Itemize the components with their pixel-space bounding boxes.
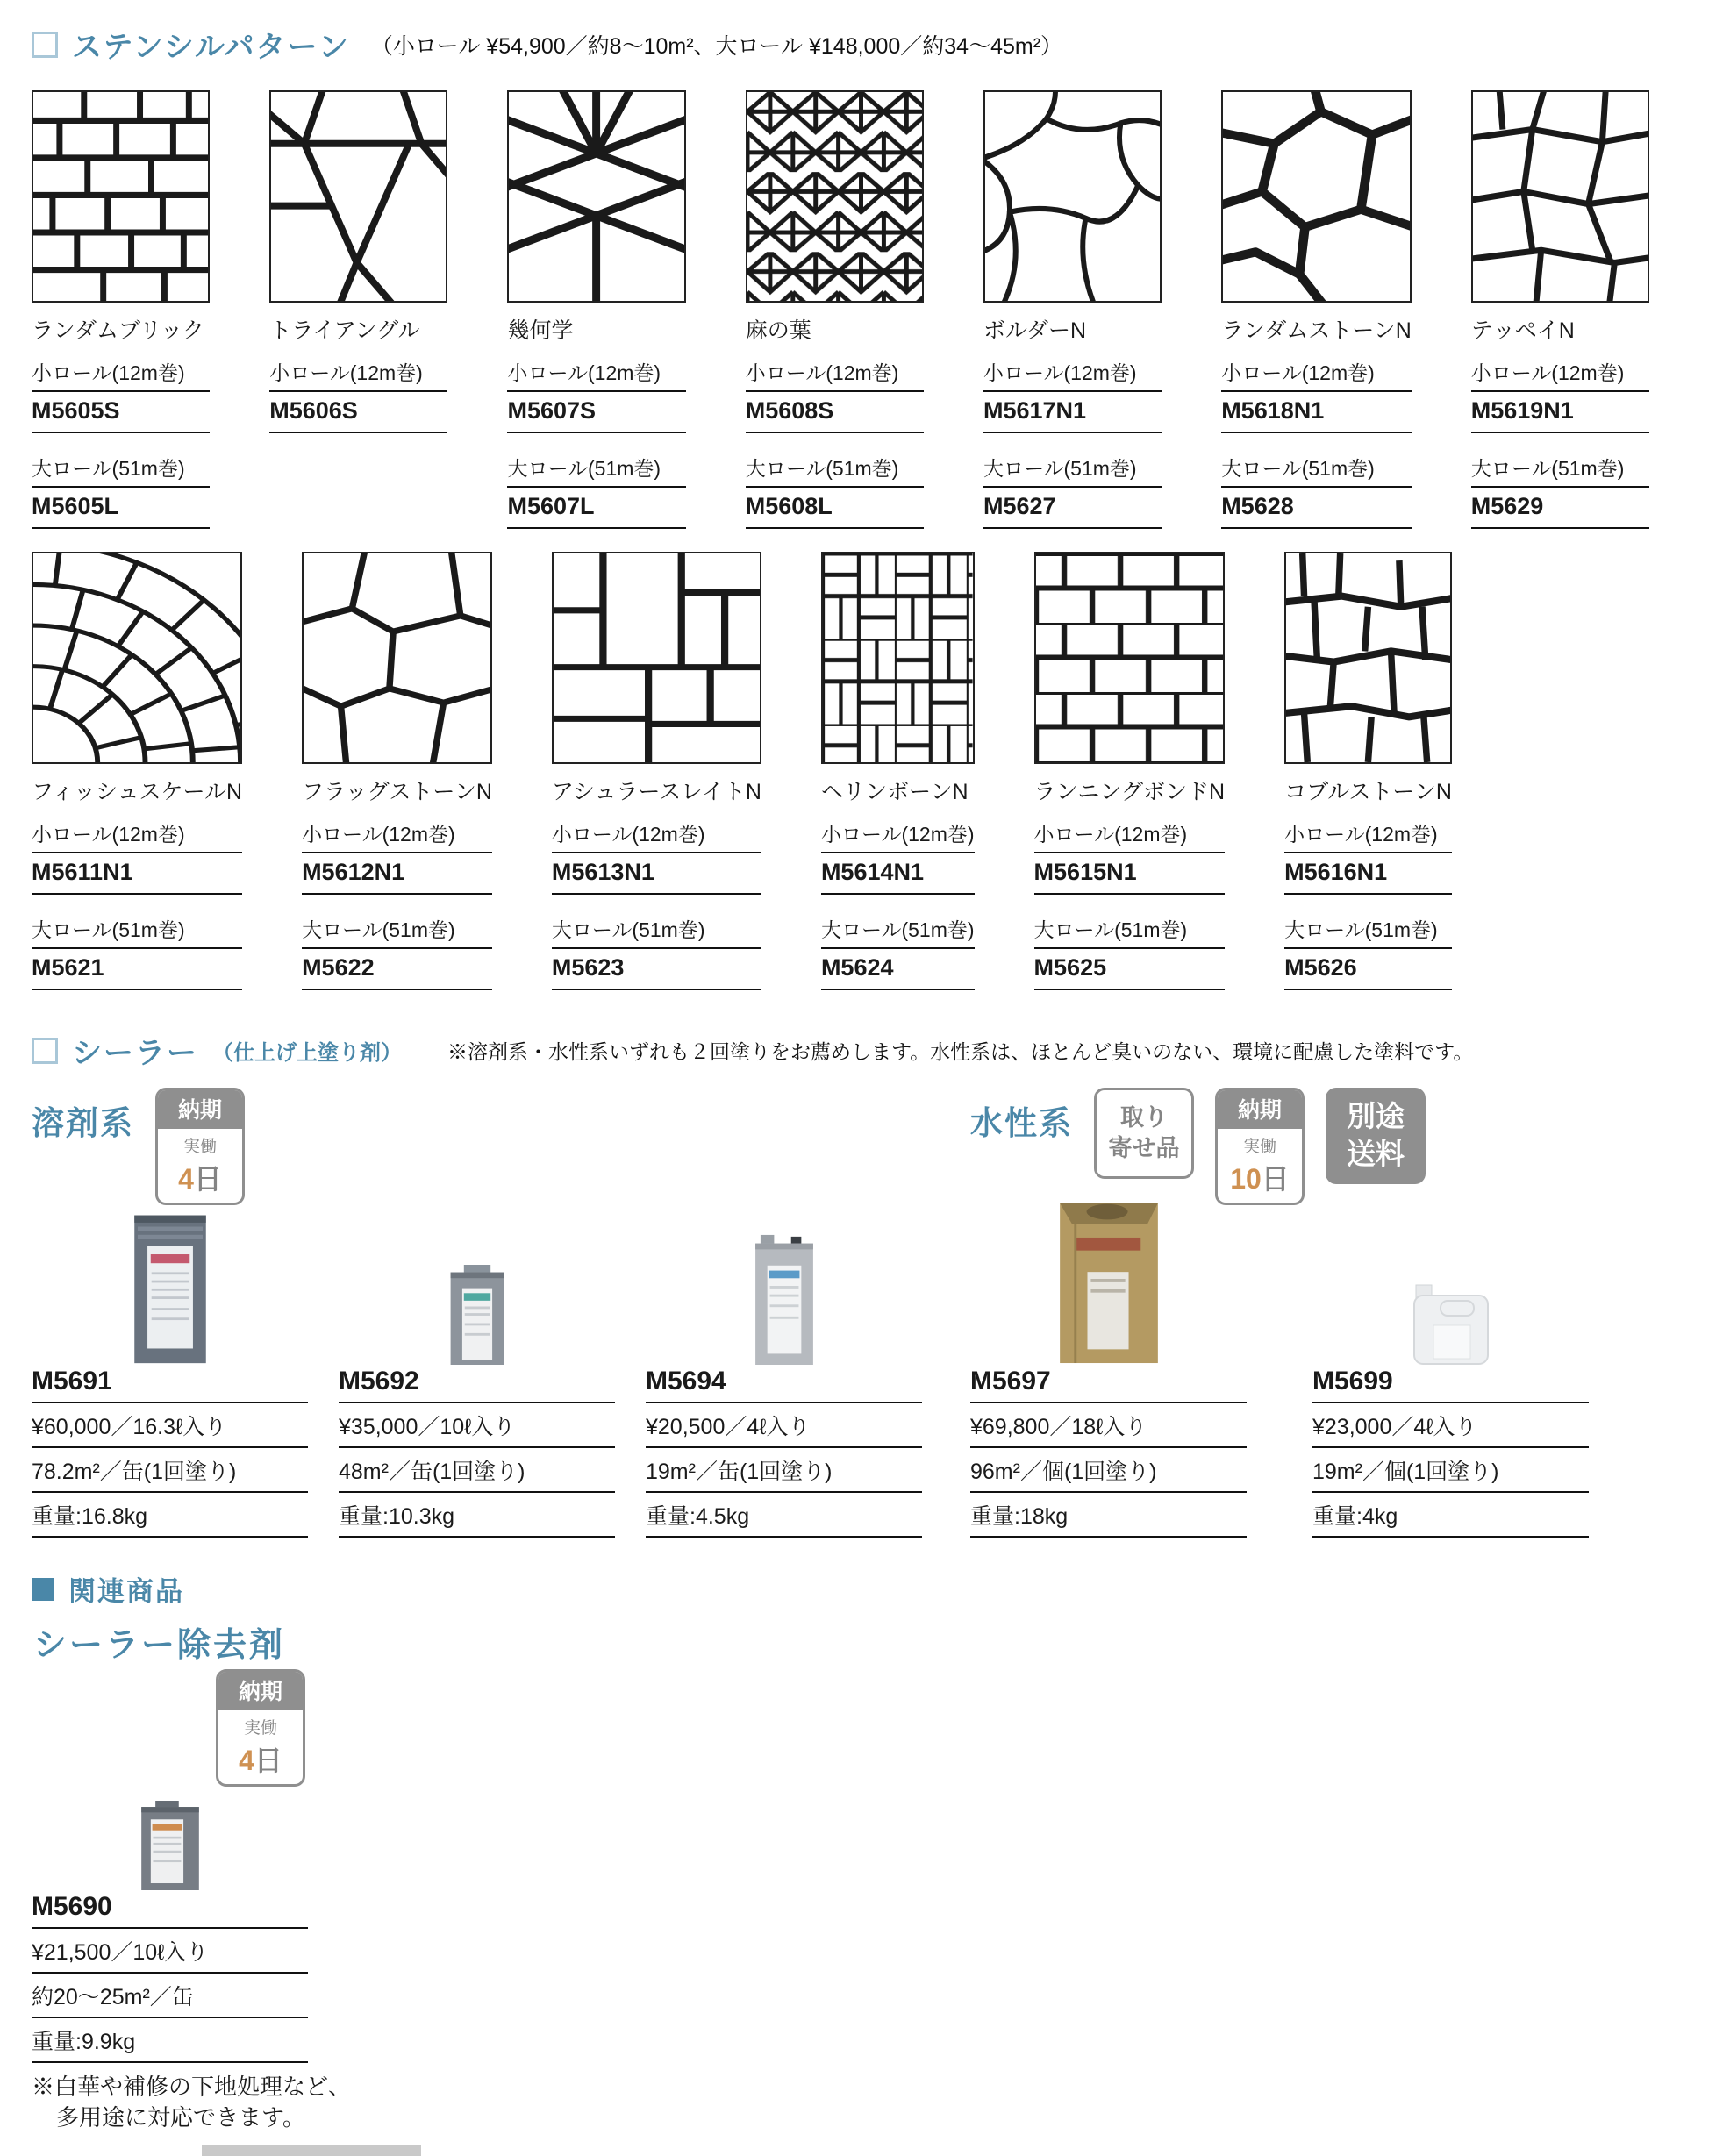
product-card-m5692 <box>339 1209 615 1538</box>
stencil-tile-random-brick <box>32 90 210 529</box>
delivery-badge-sub: 実働 <box>1242 1138 1276 1156</box>
pattern-name: トライアングル <box>269 318 420 343</box>
pattern-swatch-random-brick-icon <box>32 90 210 303</box>
bottom-divider-bar <box>202 2145 421 2156</box>
stencil-tile-asanoha <box>746 90 924 529</box>
sealer-body <box>32 1088 1649 1538</box>
product-code: M5699 <box>1312 1365 1589 1403</box>
product-weight: 重量:4.5kg <box>646 1493 922 1538</box>
related-section-header <box>32 1569 1649 1609</box>
pattern-swatch-random-stone-icon <box>1221 90 1412 303</box>
section-square-icon <box>32 32 58 58</box>
pattern-name: コブルストーンN <box>1284 780 1452 804</box>
product-coverage: 48m²／缶(1回塗り) <box>339 1448 615 1493</box>
solvent-group-header <box>32 1088 970 1205</box>
pattern-name: ランダムストーンN <box>1221 318 1412 343</box>
delivery-badge-days: 4日 <box>178 1163 222 1195</box>
product-price: ¥23,000／4ℓ入り <box>1312 1403 1589 1448</box>
product-weight: 重量:4kg <box>1312 1493 1589 1538</box>
related-badge-wrap <box>216 1669 1649 1787</box>
product-coverage: 19m²／個(1回塗り) <box>1312 1448 1589 1493</box>
small-roll-label: 小ロール(12m巻) <box>1284 811 1452 853</box>
product-weight: 重量:18kg <box>970 1493 1247 1538</box>
product-code: M5613N1 <box>552 853 761 895</box>
section-square-icon <box>32 1038 58 1064</box>
stencil-section-title: ステンシルパターン <box>72 31 350 64</box>
delivery-badge-head: 納期 <box>1218 1090 1302 1129</box>
large-roll-label: 大ロール(51m巻) <box>302 907 492 949</box>
large-roll-label: 大ロール(51m巻) <box>552 907 761 949</box>
small-roll-label: 小ロール(12m巻) <box>1034 811 1226 853</box>
related-section-title: 関連商品 <box>68 1576 184 1607</box>
stencil-tile-cobblestone <box>1284 552 1452 990</box>
product-code: M5694 <box>646 1365 922 1403</box>
pattern-name: ランニングボンドN <box>1033 780 1226 804</box>
stencil-tile-geometric <box>507 90 685 529</box>
backorder-badge: 取り 寄せ品 <box>1094 1088 1194 1179</box>
product-photo-remover-can <box>32 1799 308 1890</box>
stencil-price-note: （小ロール ¥54,900／約8～10m²、大ロール ¥148,000／約34～45m²） <box>370 33 1063 59</box>
delivery-badge <box>155 1088 245 1205</box>
product-code: M5608L <box>746 488 924 529</box>
sealer-section-subtitle: （仕上げ上塗り剤） <box>212 1041 402 1065</box>
pattern-swatch-fish-scale-icon <box>32 552 242 764</box>
pattern-swatch-triangle-icon <box>269 90 447 303</box>
pattern-swatch-asanoha-icon <box>746 90 924 303</box>
product-code: M5697 <box>970 1365 1247 1403</box>
product-coverage: 約20～25m²／缶 <box>32 1974 308 2018</box>
water-group <box>970 1088 1655 1538</box>
pattern-swatch-running-bond-icon <box>1034 552 1226 764</box>
small-roll-label: 小ロール(12m巻) <box>552 811 761 853</box>
delivery-badge <box>1215 1088 1305 1205</box>
delivery-badge-days: 4日 <box>239 1745 282 1776</box>
large-roll-label: 大ロール(51m巻) <box>1284 907 1452 949</box>
large-roll-label: 大ロール(51m巻) <box>1471 446 1649 488</box>
small-roll-label: 小ロール(12m巻) <box>1471 350 1649 392</box>
small-roll-label: 小ロール(12m巻) <box>302 811 492 853</box>
product-price: ¥35,000／10ℓ入り <box>339 1403 615 1448</box>
product-weight: 重量:16.8kg <box>32 1493 308 1538</box>
product-code: M5626 <box>1284 949 1452 990</box>
product-code: M5605S <box>32 392 210 433</box>
stencil-tile-flagstone <box>302 552 492 990</box>
small-roll-label: 小ロール(12m巻) <box>269 350 447 392</box>
product-code: M5627 <box>983 488 1162 529</box>
product-code: M5692 <box>339 1365 615 1403</box>
stencil-tile-boulder <box>983 90 1162 529</box>
product-code: M5608S <box>746 392 924 433</box>
solvent-group <box>32 1088 970 1538</box>
small-roll-label: 小ロール(12m巻) <box>746 350 924 392</box>
product-code: M5607S <box>507 392 685 433</box>
product-code: M5614N1 <box>821 853 975 895</box>
product-code: M5629 <box>1471 488 1649 529</box>
large-roll-label: 大ロール(51m巻) <box>983 446 1162 488</box>
small-roll-label: 小ロール(12m巻) <box>507 350 685 392</box>
product-photo-cardboard-box <box>970 1209 1247 1365</box>
solvent-label: 溶剤系 <box>32 1105 134 1141</box>
product-code: M5616N1 <box>1284 853 1452 895</box>
product-price: ¥69,800／18ℓ入り <box>970 1403 1247 1448</box>
product-price: ¥21,500／10ℓ入り <box>32 1929 308 1974</box>
delivery-badge <box>216 1669 305 1787</box>
product-weight: 重量:9.9kg <box>32 2018 308 2063</box>
delivery-badge-sub: 実働 <box>182 1138 217 1156</box>
solvent-products <box>32 1209 970 1538</box>
pattern-swatch-flagstone-icon <box>302 552 492 764</box>
large-roll-label: 大ロール(51m巻) <box>746 446 924 488</box>
product-code: M5628 <box>1221 488 1412 529</box>
related-note: ※白華や補修の下地処理など、 多用途に対応できます。 <box>32 2074 352 2131</box>
pattern-swatch-boulder-icon <box>983 90 1162 303</box>
product-weight: 重量:10.3kg <box>339 1493 615 1538</box>
sealer-section-header <box>32 1029 1649 1072</box>
pattern-swatch-geometric-icon <box>507 90 685 303</box>
large-roll-label: 大ロール(51m巻) <box>821 907 975 949</box>
large-roll-label: 大ロール(51m巻) <box>507 446 685 488</box>
product-code: M5615N1 <box>1034 853 1226 895</box>
large-roll-label: 大ロール(51m巻) <box>1221 446 1412 488</box>
product-coverage: 96m²／個(1回塗り) <box>970 1448 1247 1493</box>
delivery-badge-head: 納期 <box>218 1672 303 1710</box>
pattern-swatch-cobblestone-icon <box>1284 552 1452 764</box>
product-code: M5607L <box>507 488 685 529</box>
pattern-name: テッペイN <box>1470 318 1575 343</box>
delivery-badge-sub: 実働 <box>243 1719 277 1738</box>
product-card-m5699 <box>1312 1209 1589 1538</box>
stencil-tile-random-stone <box>1221 90 1412 529</box>
product-card-m5691 <box>32 1209 308 1538</box>
small-roll-label: 小ロール(12m巻) <box>32 811 242 853</box>
product-code: M5625 <box>1034 949 1226 990</box>
sealer-section <box>32 1029 1649 1538</box>
small-roll-label: 小ロール(12m巻) <box>1221 350 1412 392</box>
delivery-badge-head: 納期 <box>158 1090 242 1129</box>
sealer-note: ※溶剤系・水性系いずれも２回塗りをお薦めします。水性系は、ほとんど臭いのない、環境に配慮した塗料です。 <box>447 1040 1474 1063</box>
delivery-badge-days: 10日 <box>1230 1163 1290 1195</box>
product-photo-pail-can-light <box>646 1209 922 1365</box>
product-card-m5697 <box>970 1209 1247 1538</box>
pattern-swatch-ashlar-slate-icon <box>552 552 761 764</box>
stencil-tile-fish-scale <box>32 552 242 990</box>
small-roll-label: 小ロール(12m巻) <box>32 350 210 392</box>
section-filled-square-icon <box>32 1578 54 1601</box>
stencil-tile-ashlar-slate <box>552 552 761 990</box>
product-code: M5611N1 <box>32 853 242 895</box>
sealer-section-title: シーラー <box>72 1037 198 1070</box>
small-roll-label: 小ロール(12m巻) <box>821 811 975 853</box>
product-photo-plastic-jug <box>1312 1209 1589 1365</box>
pattern-name: ランダムブリック <box>32 318 205 343</box>
product-card-m5690 <box>32 1799 308 2063</box>
pattern-name: フラッグストーンN <box>302 780 492 804</box>
large-roll-label: 大ロール(51m巻) <box>1034 907 1226 949</box>
pattern-swatch-teppei-icon <box>1471 90 1649 303</box>
pattern-name: 幾何学 <box>507 318 574 343</box>
large-roll-label: 大ロール(51m巻) <box>32 446 210 488</box>
pattern-name: アシュラースレイトN <box>551 780 761 804</box>
product-price: ¥60,000／16.3ℓ入り <box>32 1403 308 1448</box>
product-code: M5621 <box>32 949 242 990</box>
stencil-tile-teppei <box>1471 90 1649 529</box>
product-code: M5619N1 <box>1471 392 1649 433</box>
stencil-row-1 <box>32 90 1649 529</box>
pattern-name: フィッシュスケールN <box>32 780 243 804</box>
product-code: M5617N1 <box>983 392 1162 433</box>
stencil-row-2 <box>32 552 1649 990</box>
product-coverage: 78.2m²／缶(1回塗り) <box>32 1448 308 1493</box>
product-code: M5612N1 <box>302 853 492 895</box>
large-roll-label: 大ロール(51m巻) <box>32 907 242 949</box>
product-code: M5690 <box>32 1890 308 1929</box>
stencil-tile-herringbone <box>821 552 975 990</box>
pattern-swatch-herringbone-icon <box>821 552 975 764</box>
product-code: M5606S <box>269 392 447 433</box>
product-code: M5605L <box>32 488 210 529</box>
product-code: M5618N1 <box>1221 392 1412 433</box>
product-coverage: 19m²／缶(1回塗り) <box>646 1448 922 1493</box>
product-code: M5622 <box>302 949 492 990</box>
product-photo-pail-can-medium <box>339 1209 615 1365</box>
product-photo-pail-can-large <box>32 1209 308 1365</box>
water-label: 水性系 <box>970 1105 1073 1141</box>
product-price: ¥20,500／4ℓ入り <box>646 1403 922 1448</box>
pattern-name: ヘリンボーンN <box>820 780 969 804</box>
extra-shipping-badge: 別途 送料 <box>1326 1088 1426 1184</box>
stencil-tile-triangle <box>269 90 447 529</box>
water-group-header <box>970 1088 1655 1205</box>
sealer-remover-title: シーラー除去剤 <box>33 1627 286 1664</box>
stencil-section-header <box>32 23 1649 66</box>
product-code: M5623 <box>552 949 761 990</box>
product-code: M5624 <box>821 949 975 990</box>
product-code: M5691 <box>32 1365 308 1403</box>
product-card-m5694 <box>646 1209 922 1538</box>
pattern-name: ボルダーN <box>983 318 1087 343</box>
pattern-name: 麻の葉 <box>745 318 811 343</box>
stencil-tile-running-bond <box>1034 552 1226 990</box>
small-roll-label: 小ロール(12m巻) <box>983 350 1162 392</box>
water-products <box>970 1209 1655 1538</box>
related-section <box>32 1569 1649 2156</box>
